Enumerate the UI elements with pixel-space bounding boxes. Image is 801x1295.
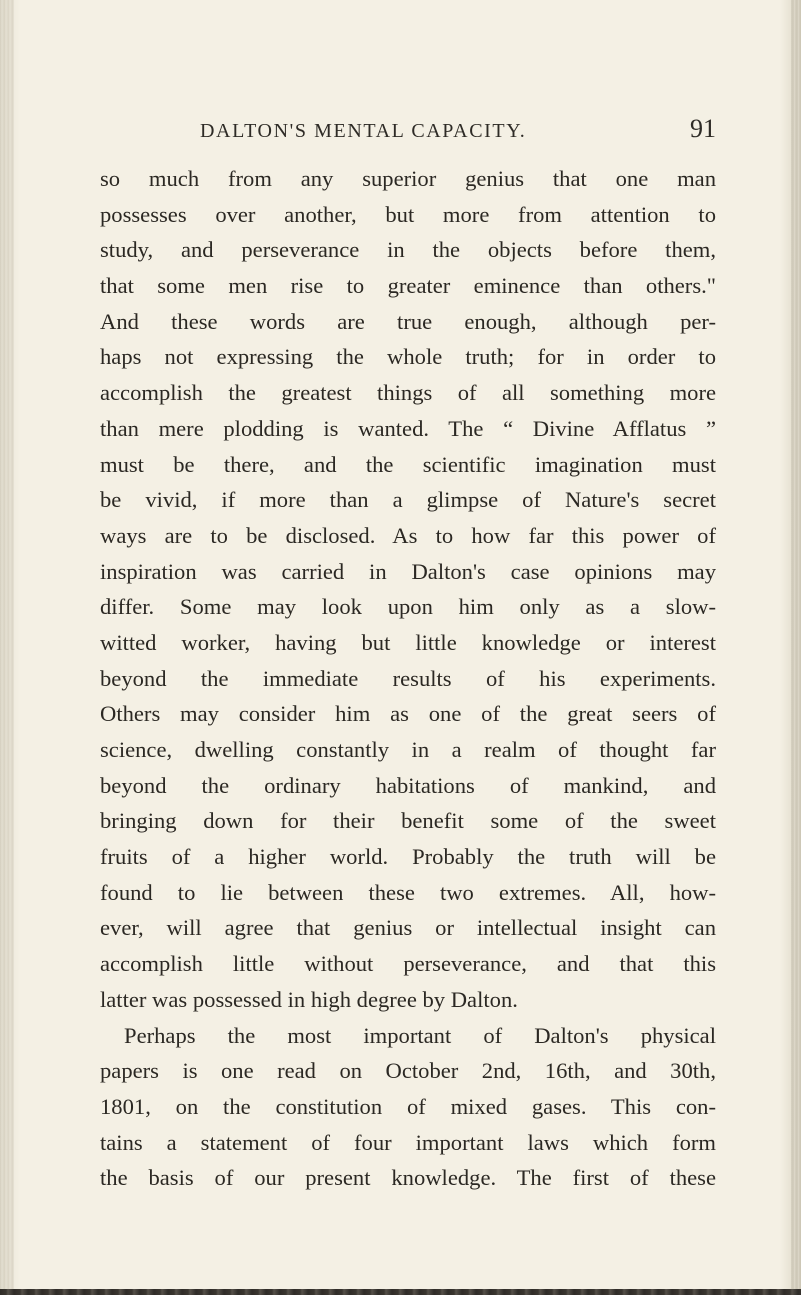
page-header bbox=[100, 114, 716, 148]
text-line: study, and perseverance in the objects before them, bbox=[100, 237, 716, 263]
text-line: so much from any superior genius that one man bbox=[100, 166, 716, 191]
text-line: differ. Some may look upon him only as a slow- bbox=[100, 594, 716, 620]
body-text bbox=[100, 161, 716, 1196]
text-line: science, dwelling constantly in a realm of thought far bbox=[100, 737, 716, 762]
text-line: be vivid, if more than a glimpse of Nature's secret bbox=[100, 487, 716, 513]
text-line: the basis of our present knowledge. The first of these bbox=[100, 1165, 716, 1191]
text-line: latter was possessed in high degree by Dalton. bbox=[100, 986, 518, 1012]
text-line: found to lie between these two extremes. All, how- bbox=[100, 879, 716, 905]
text-line: accomplish the greatest things of all something more bbox=[100, 380, 716, 406]
text-line: tains a statement of four important laws which form bbox=[100, 1129, 716, 1155]
text-line: beyond the immediate results of his experiments. bbox=[100, 665, 716, 691]
text-line: papers is one read on October 2nd, 16th, and 30th, bbox=[100, 1058, 716, 1084]
page-number: 91 bbox=[690, 114, 716, 143]
text-line: accomplish little without perseverance, and that this bbox=[100, 951, 716, 977]
text-line: And these words are true enough, although per- bbox=[100, 308, 716, 334]
page-bottom-edge bbox=[0, 1289, 801, 1295]
text-line: that some men rise to greater eminence than others." bbox=[100, 273, 716, 299]
text-line: ways are to be disclosed. As to how far this power of bbox=[100, 522, 716, 548]
text-line: bringing down for their benefit some of the sweet bbox=[100, 808, 716, 834]
text-line: 1801, on the constitution of mixed gases. This con- bbox=[100, 1093, 716, 1119]
page-right-edge bbox=[791, 0, 801, 1295]
text-line: possesses over another, but more from attention to bbox=[100, 201, 716, 227]
text-line: Perhaps the most important of Dalton's physical bbox=[124, 1022, 716, 1048]
page-left-edge bbox=[0, 0, 14, 1295]
text-line: haps not expressing the whole truth; for in order to bbox=[100, 344, 716, 370]
text-line: beyond the ordinary habitations of mankind, and bbox=[100, 772, 716, 798]
text-line: inspiration was carried in Dalton's case opinions may bbox=[100, 558, 716, 584]
running-head: DALTON'S MENTAL CAPACITY. bbox=[200, 120, 527, 142]
text-line: than mere plodding is wanted. The “ Divine Afflatus ” bbox=[100, 415, 716, 441]
text-line: ever, will agree that genius or intellectual insight can bbox=[100, 915, 716, 941]
text-line: Others may consider him as one of the great seers of bbox=[100, 701, 716, 727]
text-line: must be there, and the scientific imagination must bbox=[100, 451, 716, 477]
text-line: witted worker, having but little knowledge or interest bbox=[100, 629, 716, 655]
text-line: fruits of a higher world. Probably the truth will be bbox=[100, 844, 716, 870]
